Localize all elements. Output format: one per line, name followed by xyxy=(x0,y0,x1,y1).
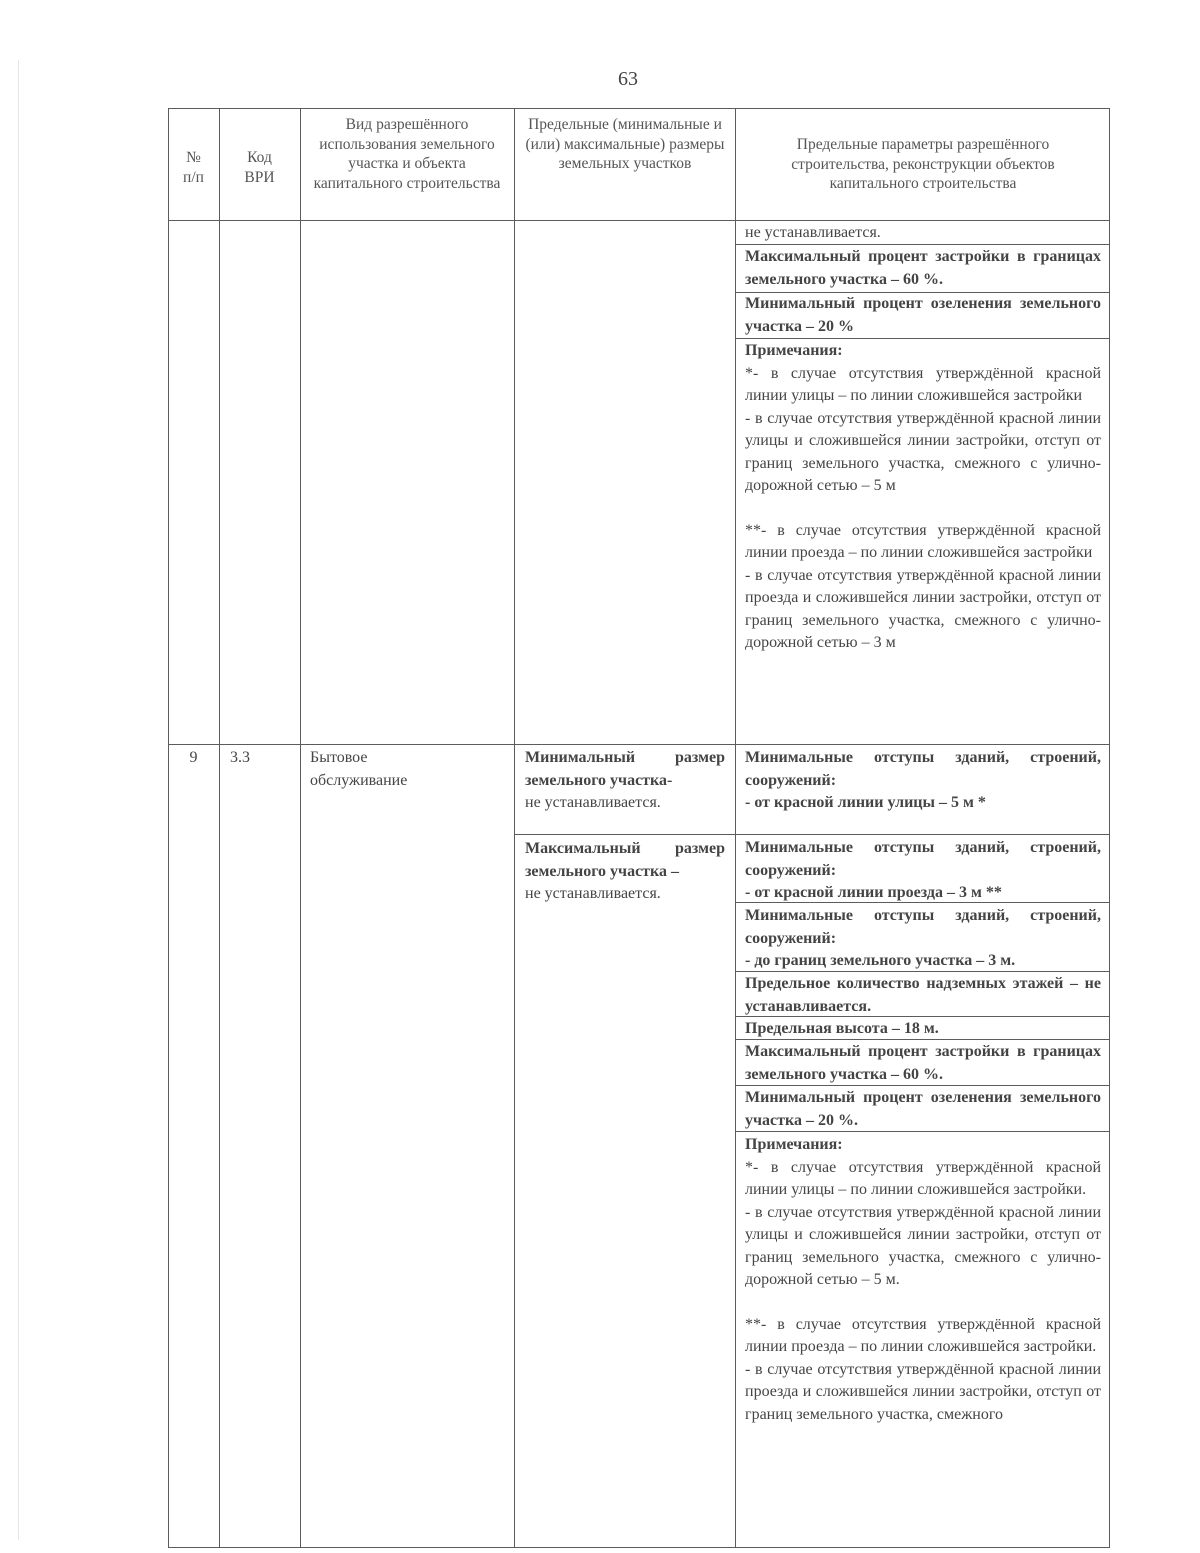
row-number: 9 xyxy=(189,749,198,766)
param-setback-boundary: Минимальные отступы зданий, строений, сооружений: - до границ земельного участка – 3 м. xyxy=(745,907,1101,969)
param-max-floors: Предельное количество надземных этажей – не устанавливается. xyxy=(745,975,1101,1015)
max-plot-size: Максимальный размер земельного участка – не устанавливается. xyxy=(525,840,725,902)
row-code: 3.3 xyxy=(230,749,250,766)
note-item: **- в случае отсутствия утверждённой красной линии проезда – по линии сложившейся застройки. xyxy=(745,1315,1101,1355)
note-item: - в случае отсутствия утверждённой красной линии улицы и сложившейся линии застройки, отступ от границ земельного участка, смежного с улично-дорожной сетью – 5 м. xyxy=(745,1203,1101,1288)
note-item: - в случае отсутствия утверждённой красной линии улицы и сложившейся линии застройки, отступ от границ земельного участка, смежного с улично-дорожной сетью – 5 м xyxy=(745,409,1101,494)
cell-continued-value: не устанавливается. xyxy=(745,224,881,241)
param-max-built-area: Максимальный процент застройки в границах земельного участка – 60 %. xyxy=(745,248,1101,288)
note-item: *- в случае отсутствия утверждённой красной линии улицы – по линии сложившейся застройки. xyxy=(745,1158,1101,1198)
note-item: *- в случае отсутствия утверждённой красной линии улицы – по линии сложившейся застройки xyxy=(745,364,1101,404)
header-permitted-use: Вид разрешённого использования земельного участка и объекта капитального строительства xyxy=(313,116,501,192)
header-plot-sizes: Предельные (минимальные и (или) максимальные) размеры земельных участков xyxy=(525,116,725,172)
zoning-table xyxy=(168,108,1110,1548)
param-min-greening: Минимальный процент озеленения земельного участка – 20 %. xyxy=(745,1089,1101,1129)
param-max-built-area: Максимальный процент застройки в границах земельного участка – 60 %. xyxy=(745,1043,1101,1083)
page-number: 63 xyxy=(618,68,638,90)
param-min-greening: Минимальный процент озеленения земельного участка – 20 % xyxy=(745,295,1101,335)
note-item: - в случае отсутствия утверждённой красной линии проезда и сложившейся линии застройки, отступ от границ земельного участка, смежного с улично-дорожной сетью – 3 м xyxy=(745,566,1101,651)
note-item: **- в случае отсутствия утверждённой красной линии проезда – по линии сложившейся застройки xyxy=(745,521,1101,561)
min-plot-size: Минимальный размер земельного участка- не устанавливается. xyxy=(525,749,725,811)
header-construction-params: Предельные параметры разрешённого строительства, реконструкции объектов капитального строительства xyxy=(791,136,1055,192)
notes-title: Примечания: xyxy=(745,1136,843,1153)
notes-block xyxy=(745,1134,1101,1426)
header-number: № п/п xyxy=(183,149,204,186)
row-permitted-use: Бытовое обслуживание xyxy=(310,749,408,789)
scan-edge xyxy=(18,60,19,1540)
param-setback-driveway: Минимальные отступы зданий, строений, сооружений: - от красной линии проезда – 3 м ** xyxy=(745,839,1101,901)
notes-block xyxy=(745,340,1101,655)
notes-title: Примечания: xyxy=(745,342,843,359)
param-setback-street: Минимальные отступы зданий, строений, сооружений: - от красной линии улицы – 5 м * xyxy=(745,749,1101,811)
param-max-height: Предельная высота – 18 м. xyxy=(745,1020,939,1037)
note-item: - в случае отсутствия утверждённой красной линии проезда и сложившейся линии застройки, отступ от границ земельного участка, смежного xyxy=(745,1360,1101,1423)
header-code: Код ВРИ xyxy=(244,149,275,186)
